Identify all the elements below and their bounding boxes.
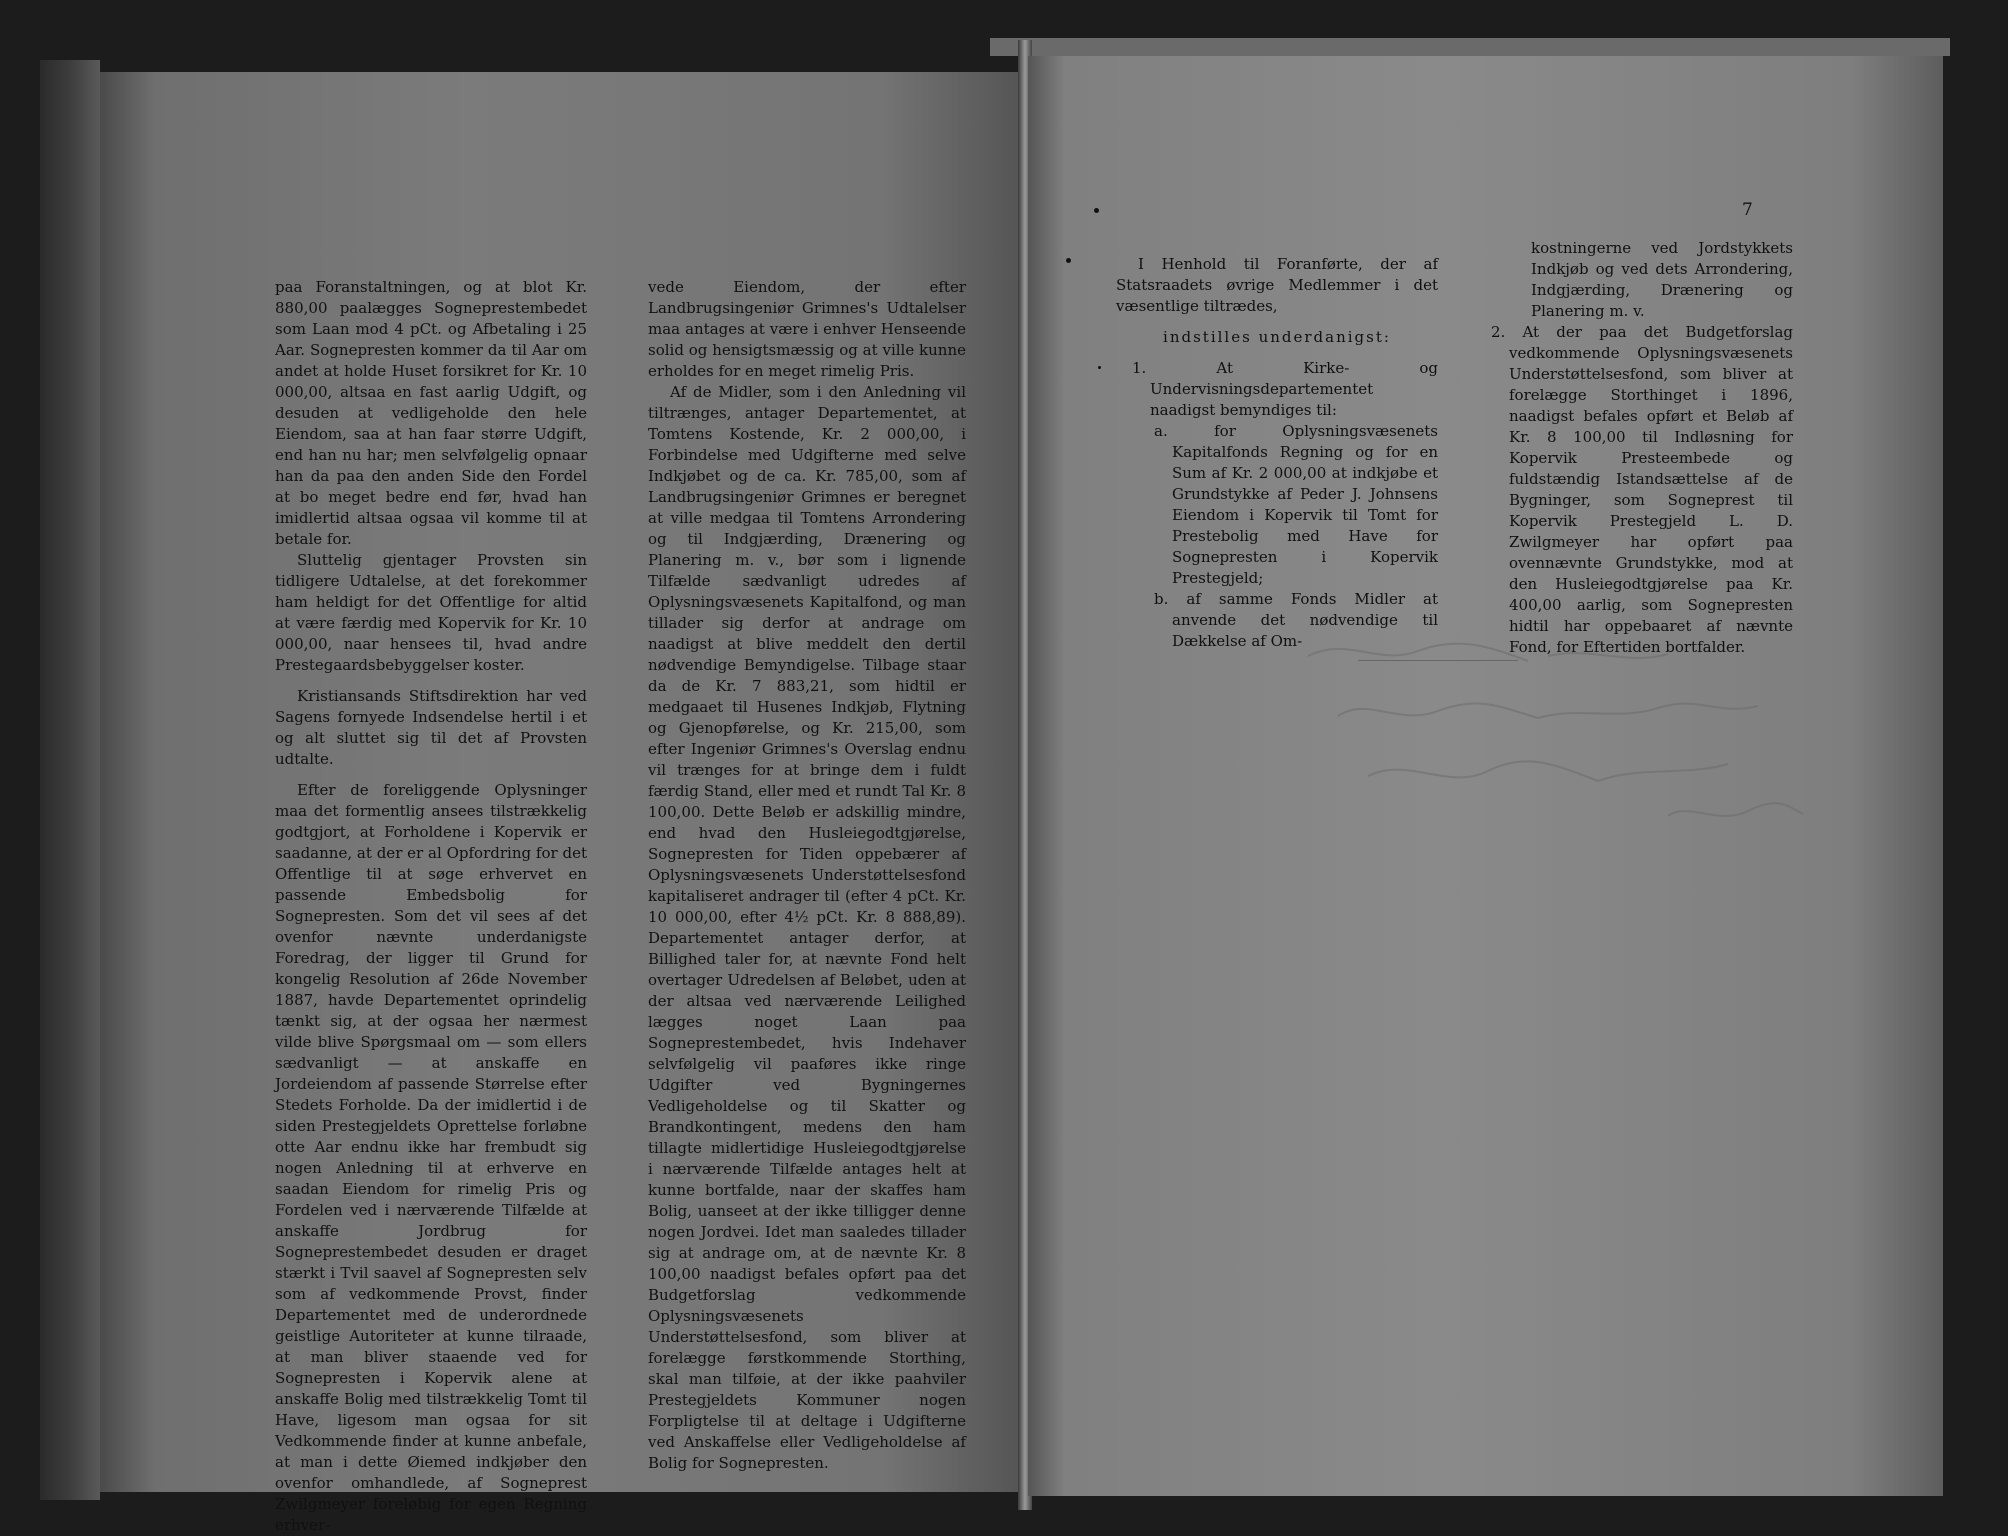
page-top-strip [990, 38, 1950, 56]
right-column-2 [1475, 238, 1793, 658]
resolution-item-1: 1. At Kirke- og Undervisningsdepartementet naadigst bemyndiges til: [1132, 359, 1438, 419]
left-page [100, 72, 1020, 1534]
book-edge-left [40, 60, 100, 1500]
paragraph: Af de Midler, som i den Anledning vil tiltrænges, antager Departementet, at Tomtens Kostende, Kr. 2 000,00, i Forbindelse med Udgifterne med selve Indkjøbet og de ca. Kr. 785,00, som af Landbrugsingeniør Grimnes er beregnet at ville medgaa til Tomtens Arrondering og til Indgjærding, Drænering og Planering m. v., bør som i lignende Tilfælde sædvanligt udredes af Oplysningsvæsenets Kapitalfond, og man tillader sig derfor at andrage om naadigst at blive meddelt den dertil nødvendige Bemyndigelse. Tilbage staar da de Kr. 7 883,21, som hidtil er medgaaet til Husenes Indkjøb, Flytning og Gjenopførelse, og Kr. 215,00, som efter Ingeniør Grimnes's Overslag endnu vil trænges for at bringe dem i fuldt færdig Stand, eller med et rundt Tal Kr. 8 100,00. Dette Beløb er adskillig mindre, end hvad den Husleiegodtgjørelse, Sognepresten for Tiden oppebærer af Oplysningsvæsenets Understøttelsesfond kapitaliseret andrager til (efter 4 pCt. Kr. 10 000,00, efter 4½ pCt. Kr. 8 888,89). Departementet antager derfor, at Billighed taler for, at nævnte Fond helt overtager Udredelsen af Beløbet, uden at der altsaa ved nærværende Leilighed lægges noget Laan paa Sogneprestembedet, hvis Indehaver selvfølgelig vil paaføres ikke ringe Udgifter ved Bygningernes Vedligeholdelse og til Skatter og Brandkontingent, medens den ham tillagte midlertidige Husleiegodtgjørelse i nærværende Tilfælde antages helt at kunne bortfalde, naar der skaffes ham Bolig, uanseet at der ikke tilligger denne nogen Jordvei. Idet man saaledes tillader sig at andrage om, at de nævnte Kr. 8 100,00 naadigst befales opført paa det Budgetforslag vedkommende Oplysningsvæsenets Understøttelsesfond, som bliver at forelægge førstkommende Storthing, skal man tilføie, at der ikke paahviler Prestegjeldets Kommuner nogen Forpligtelse til at deltage i Udgifterne ved Anskaffelse eller Vedligeholdelse af Bolig for Sognepresten. [648, 383, 966, 1472]
ink-speck [1094, 208, 1099, 213]
left-column-2 [648, 277, 966, 1474]
resolution-item-1b: b. af samme Fonds Midler at anvende det nødvendige til Dækkelse af Om- [1154, 590, 1438, 650]
resolution-item-2: 2. At der paa det Budgetforslag vedkommende Oplysningsvæsenets Understøttelsesfond, som bliver at forelægge Storthinget i 1896, naadigst befales opført et Beløb af Kr. 8 100,00 til Indløsning for Kopervik Presteembede og fuldstændig Istandsættelse af de Bygninger, som Sogneprest til Kopervik Prestegjeld L. D. Zwilgmeyer har opført paa ovennævnte Grundstykke, mod at den Husleiegodtgjørelse paa Kr. 400,00 aarlig, som Sognepresten hidtil har oppebaaret af nævnte Fond, for Eftertiden bortfalder. [1491, 323, 1793, 656]
paragraph: Sluttelig gjentager Provsten sin tidligere Udtalelse, at det forekommer ham heldigt for det Offentlige for altid at være færdig med Kopervik for Kr. 10 000,00, naar hensees til, hvad andre Prestegaardsbebyggelser koster. [275, 551, 587, 674]
right-page [1028, 56, 1943, 1496]
page-number: 7 [1742, 200, 1753, 220]
resolution-intro: I Henhold til Foranførte, der af Statsraadets øvrige Medlemmer i det væsentlige tiltrædes, [1116, 255, 1438, 315]
resolution-item-1b-continued: kostningerne ved Jordstykkets Indkjøb og ved dets Arrondering, Indgjærding, Drænering og Planering m. v. [1531, 239, 1793, 320]
ink-speck [1098, 366, 1101, 369]
resolution-heading: indstilles underdanigst: [1163, 328, 1391, 346]
paragraph-gap [275, 676, 587, 686]
ink-speck [1066, 258, 1071, 263]
resolution-item-1a: a. for Oplysningsvæsenets Kapitalfonds Regning og for en Sum af Kr. 2 000,00 at indkjøbe et Grundstykke af Peder J. Johnsens Eiendom i Kopervik til Tomt for Prestebolig med Have for Sognepresten i Kopervik Prestegjeld; [1154, 422, 1438, 587]
faint-handwritten-signature [1288, 626, 1808, 846]
paragraph: paa Foranstaltningen, og at blot Kr. 880,00 paalægges Sogneprestembedet som Laan mod 4 pCt. og Afbetaling i 25 Aar. Sognepresten kommer da til Aar om andet at holde Huset forsikret for Kr. 10 000,00, altsaa en fast aarlig Udgift, og desuden at vedligeholde den hele Eiendom, saa at han faar større Udgift, end han nu har; men selvfølgelig opnaar han da paa den anden Side den Fordel at bo meget bedre end før, hvad han imidlertid altsaa ogsaa vil komme til at betale for. [275, 278, 587, 548]
paragraph-gap [275, 770, 587, 780]
paragraph: Efter de foreliggende Oplysninger maa det formentlig ansees tilstrækkelig godtgjort, at Forholdene i Kopervik er saadanne, at der er al Opfordring for det Offentlige til at søge erhvervet en passende Embedsbolig for Sognepresten. Som det vil sees af det ovenfor nævnte underdanigste Foredrag, der ligger til Grund for kongelig Resolution af 26de November 1887, havde Departementet oprindelig tænkt sig, at der ogsaa her nærmest vilde blive Spørgsmaal om — som ellers sædvanligt — at anskaffe en Jordeiendom af passende Størrelse efter Stedets Forholde. Da der imidlertid i de siden Prestegjeldets Oprettelse forløbne otte Aar endnu ikke har frembudt sig nogen Anledning til at erhverve en saadan Eiendom for rimelig Pris og Fordelen ved i nærværende Tilfælde at anskaffe Jordbrug for Sogneprestembedet desuden er draget stærkt i Tvil saavel af Sognepresten selv som af vedkommende Provst, finder Departementet med de underordnede geistlige Autoriteter at kunne tilraade, at man bliver staaende ved for Sognepresten i Kopervik alene at anskaffe Bolig med tilstrækkelig Tomt til Have, ligesom man ogsaa for sit Vedkommende finder at kunne anbefale, at man i dette Øiemed indkjøber den ovenfor omhandlede, af Sogneprest Zwilgmeyer foreløbig for egen Regning erhver- [275, 781, 587, 1534]
paragraph: vede Eiendom, der efter Landbrugsingeniør Grimnes's Udtalelser maa antages at være i enhver Henseende solid og hensigtsmæssig og at ville kunne erholdes for en meget rimelig Pris. [648, 278, 966, 380]
paragraph: Kristiansands Stiftsdirektion har ved Sagens fornyede Indsendelse hertil i et og alt sluttet sig til det af Provsten udtalte. [275, 687, 587, 768]
left-column-1 [275, 277, 587, 1536]
right-column-1 [1116, 254, 1438, 652]
